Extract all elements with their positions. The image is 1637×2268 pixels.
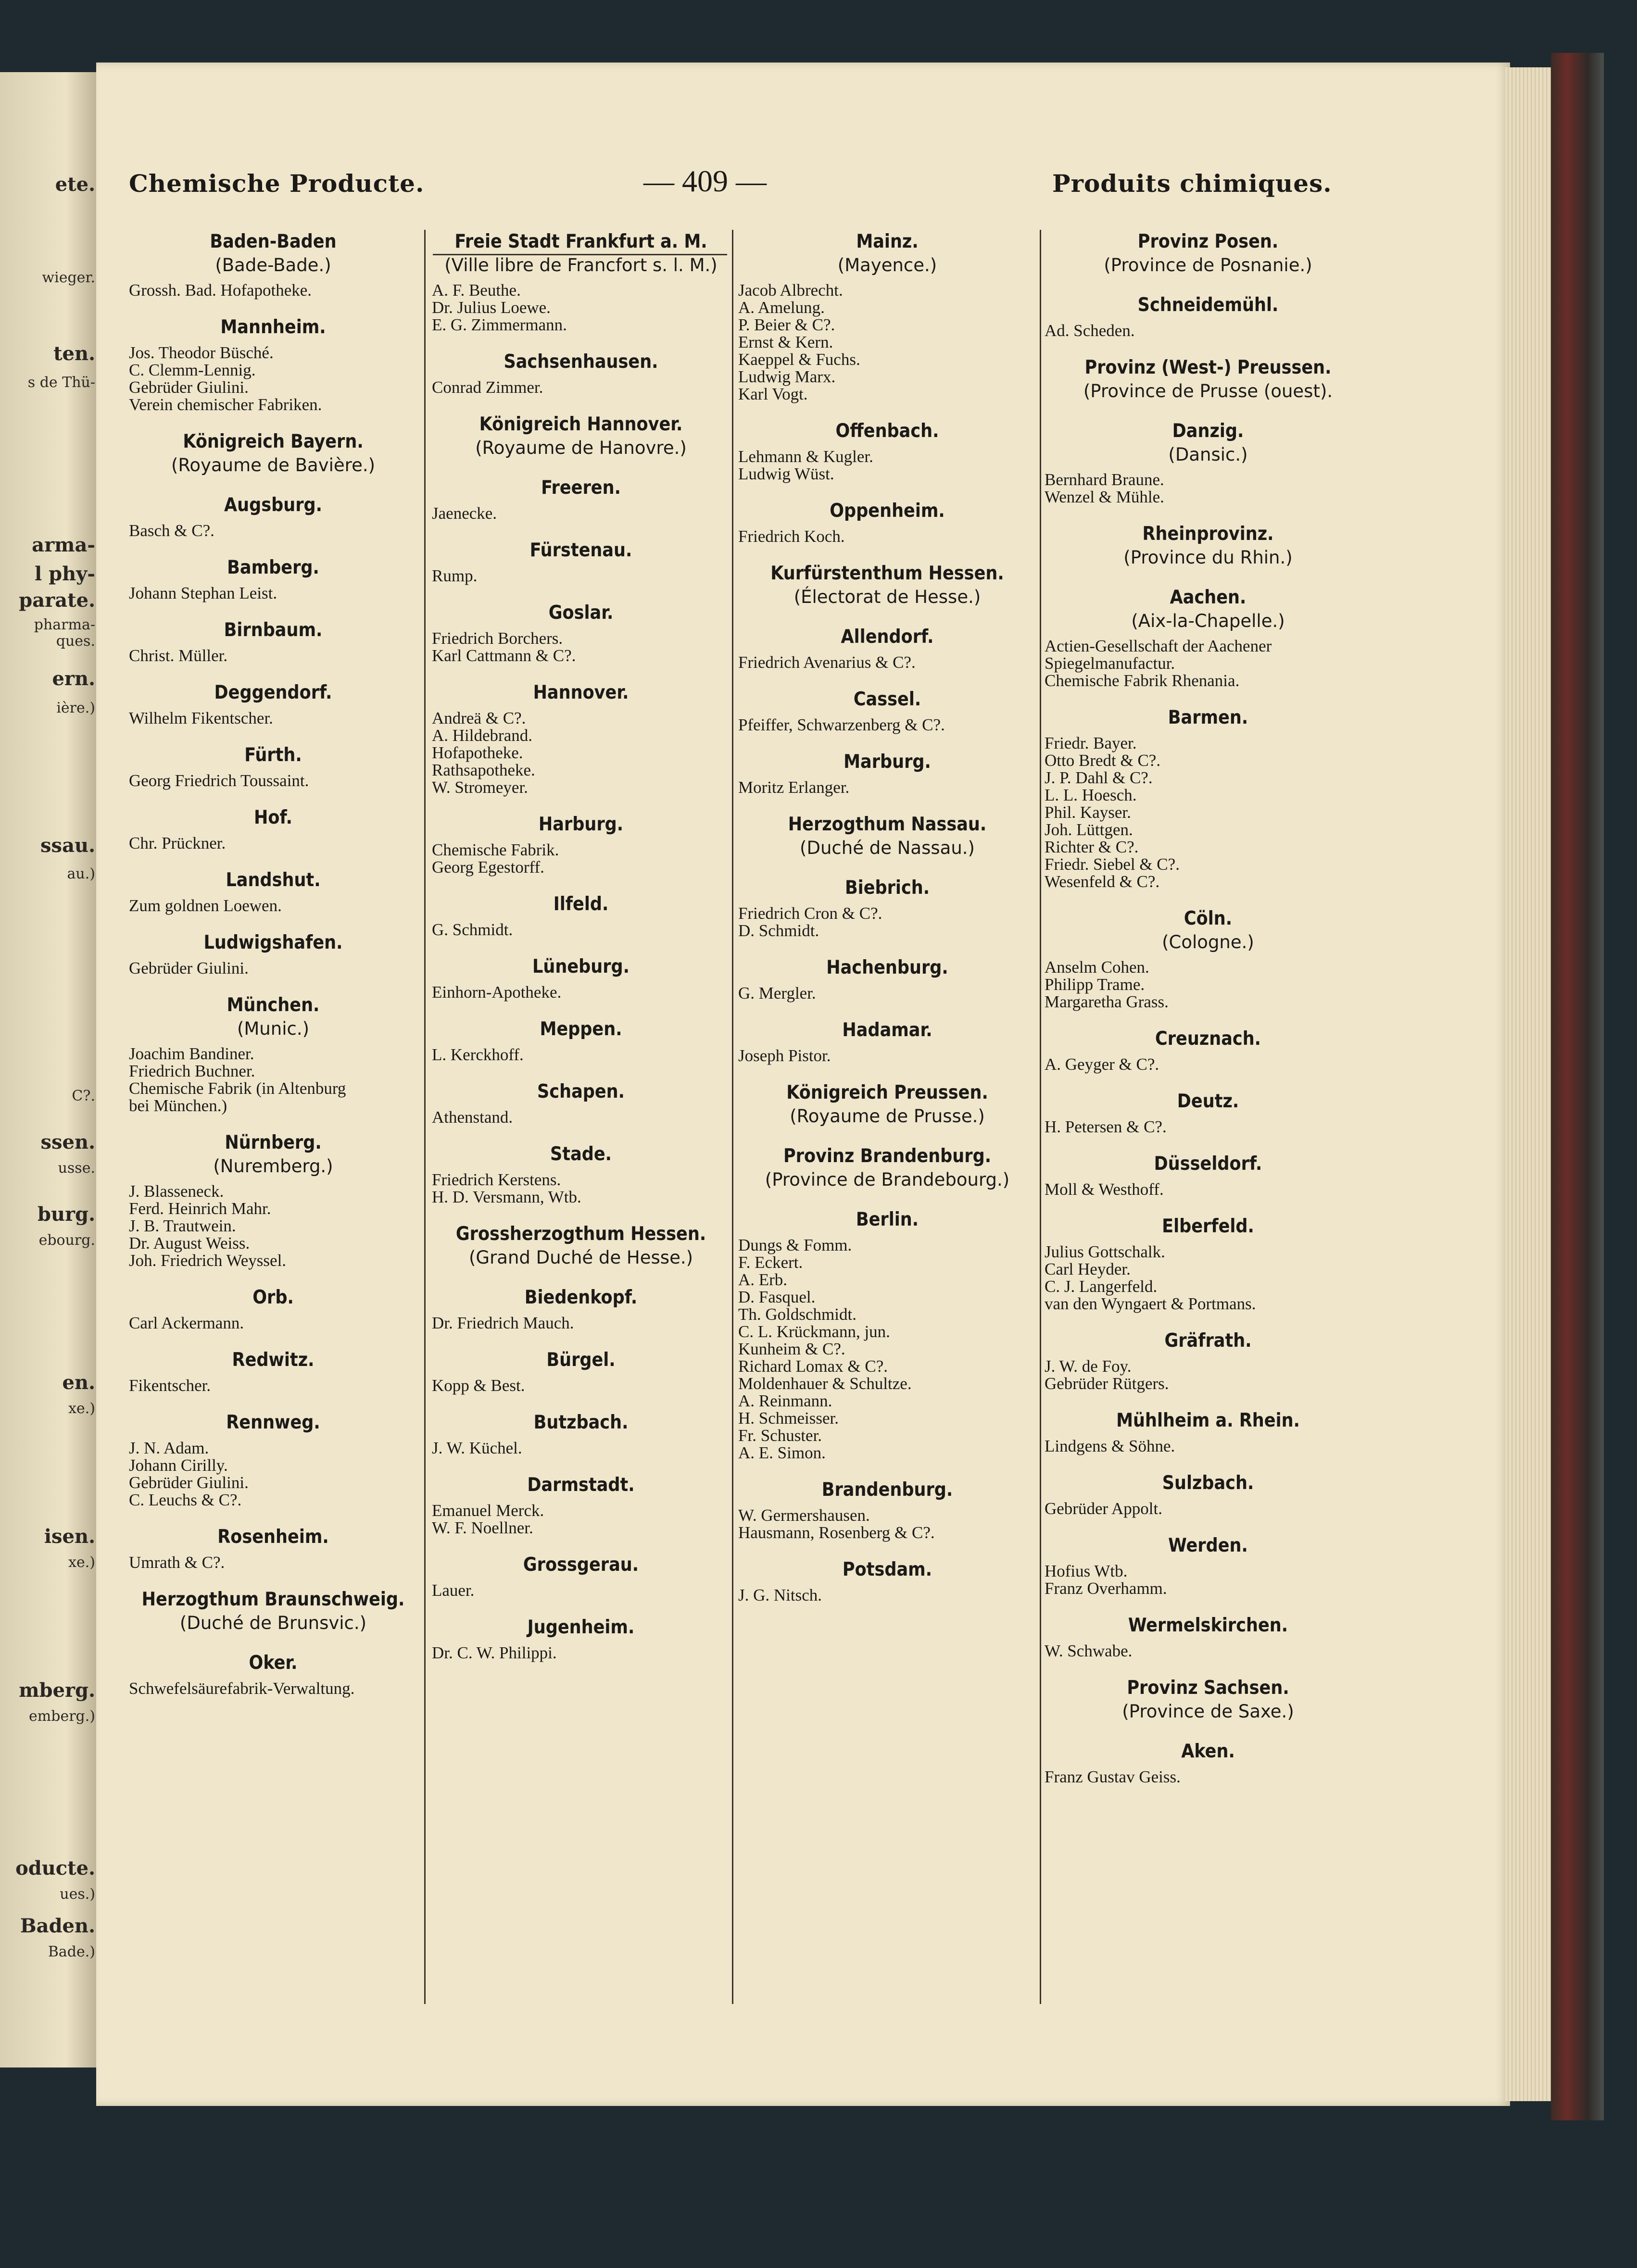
entry-line: Lehmann & Kugler. — [738, 447, 873, 466]
entry-line: Gebrüder Rütgers. — [1045, 1374, 1169, 1393]
entry-line: Dr. Julius Loewe. — [432, 298, 551, 317]
place-heading: Rennweg. — [226, 1412, 320, 1433]
place-subtitle: (Province du Rhin.) — [1123, 547, 1293, 568]
place-heading: Baden-Baden — [210, 231, 337, 252]
entry-line: W. F. Noellner. — [432, 1518, 533, 1537]
place-subtitle: (Royaume de Bavière.) — [171, 455, 376, 476]
page-edges — [1505, 67, 1551, 2101]
column-rule — [424, 230, 426, 2004]
place-heading: Sulzbach. — [1162, 1472, 1254, 1494]
entry-line: Emanuel Merck. — [432, 1501, 544, 1520]
entry-line: Christ. Müller. — [129, 646, 228, 665]
entry-line: Jacob Albrecht. — [738, 281, 843, 300]
place-heading: Wermelskirchen. — [1128, 1615, 1288, 1636]
place-heading: Königreich Bayern. — [183, 431, 364, 452]
entry-line: Joh. Friedrich Weyssel. — [129, 1251, 287, 1270]
entry-line: Actien-Gesellschaft der Aachener — [1045, 637, 1272, 655]
place-heading: Rheinprovinz. — [1142, 523, 1274, 545]
previous-page-text: C?. — [72, 1088, 95, 1104]
entry-line: Chemische Fabrik Rhenania. — [1045, 671, 1240, 690]
entry-line: Friedrich Cron & C?. — [738, 904, 882, 923]
place-heading: Hof. — [254, 807, 292, 828]
place-heading: Butzbach. — [533, 1412, 629, 1433]
previous-page-text: ues.) — [60, 1886, 95, 1903]
place-heading: Werden. — [1168, 1535, 1248, 1556]
entry-line: F. Eckert. — [738, 1253, 803, 1272]
entry-line: Ad. Scheden. — [1045, 321, 1135, 340]
entry-line: Moritz Erlanger. — [738, 778, 850, 797]
entry-line: Friedrich Kerstens. — [432, 1170, 561, 1189]
place-heading: Offenbach. — [835, 420, 939, 442]
previous-page-text: burg. — [37, 1203, 95, 1226]
place-heading: Danzig. — [1172, 420, 1244, 442]
place-heading: Goslar. — [548, 602, 614, 624]
entry-line: Otto Bredt & C?. — [1045, 751, 1161, 770]
place-subtitle: (Province de Saxe.) — [1122, 1701, 1294, 1722]
column-1 — [129, 230, 417, 2004]
place-heading: Orb. — [252, 1287, 294, 1308]
previous-page-text: ques. — [56, 633, 95, 650]
entry-line: Joachim Bandiner. — [129, 1044, 254, 1063]
entry-line: Basch & C?. — [129, 521, 214, 540]
entry-line: Rump. — [432, 566, 478, 585]
place-heading: Bamberg. — [227, 557, 319, 578]
entry-line: D. Schmidt. — [738, 921, 819, 940]
place-subtitle: (Munic.) — [237, 1018, 310, 1039]
entry-line: Fr. Schuster. — [738, 1426, 822, 1445]
previous-page-text: wieger. — [42, 269, 95, 286]
place-heading: Gräfrath. — [1164, 1330, 1252, 1352]
place-heading: Lüneburg. — [532, 956, 630, 977]
entry-line: Ludwig Marx. — [738, 367, 836, 386]
entry-line: C. Leuchs & C?. — [129, 1491, 242, 1509]
place-subtitle: (Province de Brandebourg.) — [765, 1169, 1010, 1190]
entry-line: Hofius Wtb. — [1045, 1562, 1128, 1580]
place-heading: Aachen. — [1170, 587, 1247, 608]
place-heading: Biebrich. — [844, 877, 930, 899]
entry-line: Pfeiffer, Schwarzenberg & C?. — [738, 715, 945, 734]
entry-line: Friedrich Buchner. — [129, 1062, 255, 1080]
entry-line: Hausmann, Rosenberg & C?. — [738, 1523, 935, 1542]
entry-line: Dungs & Fomm. — [738, 1236, 852, 1254]
place-heading: Marburg. — [844, 751, 931, 773]
place-heading: Jugenheim. — [527, 1616, 635, 1638]
place-heading: Hachenburg. — [826, 957, 948, 978]
place-subtitle: (Mayence.) — [837, 255, 937, 276]
entry-line: J. G. Nitsch. — [738, 1586, 822, 1604]
entry-line: A. Reinmann. — [738, 1391, 832, 1410]
entry-line: Bernhard Braune. — [1045, 470, 1164, 489]
place-heading: Biedenkopf. — [524, 1287, 638, 1308]
entry-line: Anselm Cohen. — [1045, 958, 1149, 977]
previous-page-text: isen. — [44, 1525, 95, 1548]
entry-line: J. P. Dahl & C?. — [1045, 768, 1153, 787]
entry-line: bei München.) — [129, 1096, 227, 1115]
entry-line: Chemische Fabrik. — [432, 840, 559, 859]
entry-line: A. Hildebrand. — [432, 726, 532, 745]
place-heading: Schneidemühl. — [1137, 294, 1279, 316]
entry-line: H. Petersen & C?. — [1045, 1117, 1167, 1136]
entry-line: Jaenecke. — [432, 504, 497, 523]
entry-line: Jos. Theodor Büsché. — [129, 343, 274, 362]
entry-line: Kunheim & C?. — [738, 1340, 845, 1358]
place-subtitle: (Bade-Bade.) — [215, 255, 331, 276]
entry-line: J. B. Trautwein. — [129, 1216, 236, 1235]
place-heading: Cassel. — [853, 689, 921, 710]
entry-line: Richard Lomax & C?. — [738, 1357, 888, 1376]
previous-page-text: emberg.) — [29, 1708, 95, 1725]
place-heading: Creuznach. — [1155, 1028, 1261, 1050]
entry-line: Spiegelmanufactur. — [1045, 654, 1175, 673]
previous-page-text: au.) — [67, 865, 95, 882]
place-heading: Provinz (West-) Preussen. — [1084, 357, 1332, 378]
previous-page-text: ten. — [53, 342, 95, 365]
place-heading: Elberfeld. — [1162, 1215, 1254, 1237]
entry-line: Johann Stephan Leist. — [129, 584, 277, 602]
entry-line: Lindgens & Söhne. — [1045, 1437, 1175, 1455]
entry-line: H. Schmeisser. — [738, 1409, 839, 1428]
place-heading: Potsdam. — [842, 1559, 932, 1580]
entry-line: Kopp & Best. — [432, 1376, 525, 1395]
previous-page-text: xe.) — [68, 1400, 95, 1417]
entry-line: Einhorn-Apotheke. — [432, 983, 562, 1002]
entry-line: A. Erb. — [738, 1270, 788, 1289]
previous-page-text: ern. — [52, 667, 95, 690]
previous-page-text: mberg. — [19, 1679, 95, 1702]
header-left: Chemische Producte. — [129, 169, 425, 198]
place-heading: Deggendorf. — [214, 682, 332, 703]
entry-line: C. Clemm-Lennig. — [129, 361, 256, 379]
entry-line: Carl Ackermann. — [129, 1314, 244, 1332]
entry-line: Gebrüder Giulini. — [129, 378, 249, 397]
entry-line: Fikentscher. — [129, 1376, 211, 1395]
entry-line: P. Beier & C?. — [738, 315, 835, 334]
place-heading: Hannover. — [533, 682, 629, 703]
entry-line: L. L. Hoesch. — [1045, 786, 1137, 804]
entry-line: Chemische Fabrik (in Altenburg — [129, 1079, 346, 1098]
previous-page-text: s de Thü- — [27, 374, 95, 391]
entry-line: Conrad Zimmer. — [432, 378, 543, 397]
entry-line: Friedr. Siebel & C?. — [1045, 855, 1180, 874]
entry-line: Friedrich Avenarius & C?. — [738, 653, 916, 672]
previous-page-text: ssen. — [40, 1131, 95, 1153]
previous-page-text: l phy- — [34, 563, 95, 585]
previous-page-text: Baden. — [20, 1915, 95, 1937]
place-subtitle: (Province de Posnanie.) — [1104, 255, 1312, 276]
place-heading: Herzogthum Braunschweig. — [141, 1589, 405, 1610]
place-heading: Freie Stadt Frankfurt a. M. — [454, 231, 707, 252]
entry-line: C. J. Langerfeld. — [1045, 1277, 1158, 1296]
entry-line: Franz Gustav Geiss. — [1045, 1767, 1181, 1786]
entry-line: Julius Gottschalk. — [1045, 1242, 1165, 1261]
entry-line: Verein chemischer Fabriken. — [129, 395, 322, 414]
place-heading: Meppen. — [540, 1018, 622, 1040]
place-heading: Grossgerau. — [523, 1554, 639, 1576]
place-heading: Bürgel. — [546, 1349, 616, 1371]
place-heading: Deutz. — [1177, 1090, 1239, 1112]
entry-line: Hofapotheke. — [432, 743, 523, 762]
entry-line: G. Mergler. — [738, 984, 816, 1002]
place-heading: Augsburg. — [224, 494, 322, 516]
place-heading: Kurfürstenthum Hessen. — [770, 563, 1004, 584]
place-heading: Freeren. — [541, 477, 621, 499]
entry-line: Georg Friedrich Toussaint. — [129, 771, 309, 790]
place-subtitle: (Dansic.) — [1168, 444, 1248, 465]
previous-page-text: ete. — [55, 173, 95, 196]
place-subtitle: (Royaume de Prusse.) — [790, 1106, 985, 1127]
entry-line: Grossh. Bad. Hofapotheke. — [129, 281, 312, 300]
place-heading: Cöln. — [1184, 908, 1233, 929]
place-heading: Redwitz. — [232, 1349, 315, 1371]
entry-line: Philipp Trame. — [1045, 975, 1145, 994]
entry-line: Joh. Lüttgen. — [1045, 820, 1133, 839]
place-heading: Oppenheim. — [830, 500, 945, 522]
place-subtitle: (Aix-la-Chapelle.) — [1131, 611, 1285, 631]
place-heading: Provinz Brandenburg. — [783, 1145, 992, 1167]
previous-page-text: parate. — [19, 589, 95, 612]
place-subtitle: (Province de Prusse (ouest). — [1083, 381, 1333, 401]
page-number: — 409 — — [643, 164, 767, 198]
previous-page-text: ebourg. — [38, 1232, 95, 1249]
entry-line: J. Blasseneck. — [129, 1182, 224, 1201]
place-heading: Allendorf. — [841, 626, 934, 648]
entry-line: W. Schwabe. — [1045, 1641, 1133, 1660]
entry-line: Georg Egestorff. — [432, 858, 544, 877]
place-subtitle: (Duché de Nassau.) — [800, 838, 975, 858]
place-heading: Brandenburg. — [821, 1479, 953, 1501]
entry-line: Karl Cattmann & C?. — [432, 646, 576, 665]
entry-line: Friedrich Koch. — [738, 527, 845, 546]
entry-line: J. N. Adam. — [129, 1439, 209, 1457]
entry-line: Moll & Westhoff. — [1045, 1180, 1164, 1199]
entry-line: Phil. Kayser. — [1045, 803, 1131, 822]
previous-page-text: ssau. — [40, 834, 95, 857]
place-heading: Fürth. — [244, 744, 302, 766]
previous-page-text: xe.) — [68, 1554, 95, 1571]
column-2 — [432, 230, 730, 2004]
place-heading: Fürstenau. — [529, 539, 632, 561]
place-heading: Aken. — [1181, 1741, 1235, 1762]
place-heading: Barmen. — [1168, 707, 1248, 728]
entry-line: Kaeppel & Fuchs. — [738, 350, 860, 369]
entry-line: Th. Goldschmidt. — [738, 1305, 856, 1324]
entry-line: Johann Cirilly. — [129, 1456, 228, 1475]
place-subtitle: (Royaume de Hanovre.) — [475, 438, 687, 458]
previous-page-text: Bade.) — [48, 1943, 95, 1960]
entry-line: Chr. Prückner. — [129, 834, 226, 852]
entry-line: Wilhelm Fikentscher. — [129, 709, 273, 727]
place-heading: Sachsenhausen. — [504, 351, 658, 373]
entry-line: Friedr. Bayer. — [1045, 734, 1137, 752]
column-rule — [732, 230, 733, 2004]
previous-page-text: pharma- — [34, 616, 95, 633]
place-heading: Oker. — [249, 1652, 298, 1674]
entry-line: Joseph Pistor. — [738, 1046, 831, 1065]
entry-line: Moldenhauer & Schultze. — [738, 1374, 912, 1393]
place-subtitle: (Nuremberg.) — [213, 1156, 333, 1177]
entry-line: J. W. de Foy. — [1045, 1357, 1132, 1376]
place-heading: Birnbaum. — [224, 619, 323, 641]
entry-line: C. L. Krückmann, jun. — [738, 1322, 890, 1341]
column-4 — [1045, 230, 1372, 2004]
entry-line: van den Wyngaert & Portmans. — [1045, 1294, 1256, 1313]
place-heading: Königreich Preussen. — [786, 1082, 988, 1103]
entry-line: J. W. Küchel. — [432, 1439, 522, 1457]
entry-line: Rathsapotheke. — [432, 761, 535, 779]
place-heading: München. — [227, 994, 320, 1016]
place-heading: Provinz Posen. — [1137, 231, 1279, 252]
place-heading: Rosenheim. — [217, 1526, 329, 1548]
previous-page-text: ière.) — [56, 700, 95, 716]
place-heading: Darmstadt. — [527, 1474, 635, 1496]
entry-line: Gebrüder Giulini. — [129, 1473, 249, 1492]
entry-line: Lauer. — [432, 1581, 475, 1600]
place-heading: Harburg. — [538, 814, 624, 835]
place-heading: Stade. — [550, 1143, 612, 1165]
entry-line: Ernst & Kern. — [738, 333, 833, 351]
entry-line: Dr. Friedrich Mauch. — [432, 1314, 574, 1332]
place-heading: Mühlheim a. Rhein. — [1116, 1410, 1300, 1431]
entry-line: Gebrüder Appolt. — [1045, 1499, 1162, 1518]
entry-line: Gebrüder Giulini. — [129, 959, 249, 977]
entry-line: Friedrich Borchers. — [432, 629, 563, 648]
entry-line: A. E. Simon. — [738, 1443, 826, 1462]
previous-page-text: arma- — [32, 534, 95, 556]
entry-line: E. G. Zimmermann. — [432, 315, 567, 334]
entry-line: Wenzel & Mühle. — [1045, 488, 1164, 506]
entry-line: Andreä & C?. — [432, 709, 526, 727]
entry-line: Richter & C?. — [1045, 838, 1139, 856]
place-heading: Berlin. — [856, 1209, 919, 1230]
previous-page-text: en. — [62, 1371, 95, 1394]
entry-line: L. Kerckhoff. — [432, 1045, 524, 1064]
header-right: Produits chimiques. — [1052, 169, 1332, 198]
place-heading: Schapen. — [537, 1081, 625, 1103]
entry-line: D. Fasquel. — [738, 1288, 816, 1306]
column-3 — [738, 230, 1036, 2004]
entry-line: A. F. Beuthe. — [432, 281, 521, 300]
entry-line: Carl Heyder. — [1045, 1260, 1131, 1278]
place-heading: Düsseldorf. — [1154, 1153, 1262, 1175]
previous-page-text: usse. — [58, 1160, 95, 1177]
entry-line: Dr. C. W. Philippi. — [432, 1643, 557, 1662]
entry-line: W. Stromeyer. — [432, 778, 528, 797]
entry-line: Athenstand. — [432, 1108, 513, 1127]
place-heading: Ludwigshafen. — [203, 932, 343, 953]
place-heading: Provinz Sachsen. — [1127, 1677, 1289, 1699]
place-heading: Hadamar. — [842, 1019, 932, 1041]
entry-line: Dr. August Weiss. — [129, 1234, 250, 1253]
entry-line: Karl Vogt. — [738, 385, 808, 403]
entry-line: A. Amelung. — [738, 298, 825, 317]
place-subtitle: (Cologne.) — [1162, 932, 1254, 952]
column-rule — [1040, 230, 1041, 2004]
entry-line: Ludwig Wüst. — [738, 464, 834, 483]
place-heading: Ilfeld. — [553, 893, 609, 915]
entry-line: Franz Overhamm. — [1045, 1579, 1167, 1598]
place-subtitle: (Duché de Brunsvic.) — [179, 1613, 367, 1633]
place-heading: Mainz. — [856, 231, 919, 252]
place-subtitle: (Ville libre de Francfort s. l. M.) — [444, 255, 718, 276]
entry-line: Umrath & C?. — [129, 1553, 225, 1572]
place-heading: Herzogthum Nassau. — [788, 814, 987, 835]
entry-line: Ferd. Heinrich Mahr. — [129, 1199, 271, 1218]
entry-line: Schwefelsäurefabrik-Verwaltung. — [129, 1679, 355, 1698]
previous-page-text: oducte. — [15, 1857, 95, 1880]
place-subtitle: (Électorat de Hesse.) — [793, 587, 981, 607]
place-heading: Mannheim. — [220, 316, 326, 338]
entry-line: H. D. Versmann, Wtb. — [432, 1188, 581, 1206]
entry-line: Wesenfeld & C?. — [1045, 872, 1160, 891]
entry-line: G. Schmidt. — [432, 920, 513, 939]
entry-line: W. Germershausen. — [738, 1506, 870, 1525]
place-heading: Landshut. — [226, 869, 321, 891]
entry-line: Zum goldnen Loewen. — [129, 896, 282, 915]
place-subtitle: (Grand Duché de Hesse.) — [468, 1247, 693, 1268]
entry-line: Margaretha Grass. — [1045, 992, 1169, 1011]
place-heading: Nürnberg. — [225, 1132, 322, 1153]
book-binding — [1551, 53, 1604, 2120]
place-heading: Grossherzogthum Hessen. — [455, 1223, 706, 1245]
previous-page-edge — [0, 72, 101, 2068]
place-heading: Königreich Hannover. — [479, 414, 683, 435]
entry-line: A. Geyger & C?. — [1045, 1055, 1159, 1074]
